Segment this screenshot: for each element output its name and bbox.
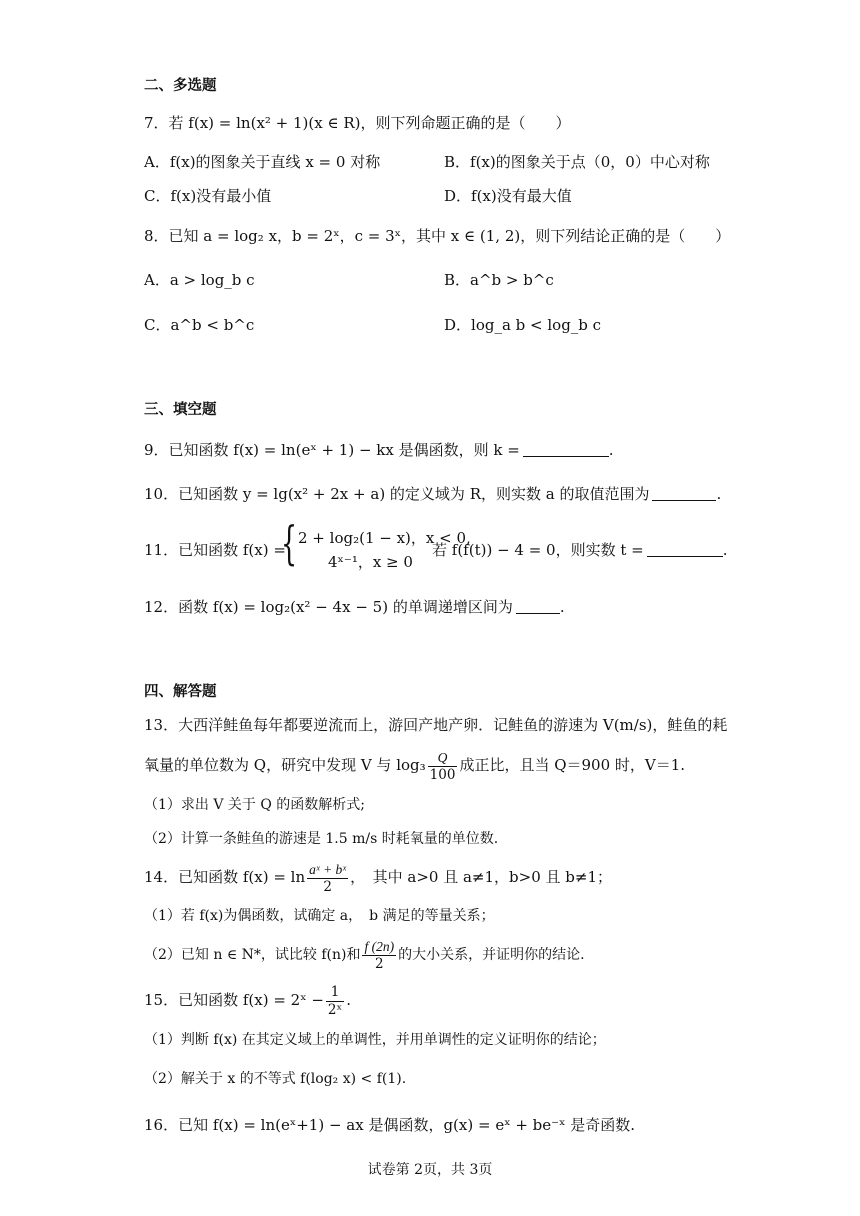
fraction-denominator: 2 [323, 878, 332, 895]
question-15-sub-1: （1）判断 f(x) 在其定义域上的单调性，并用单调性的定义证明你的结论； [144, 1032, 606, 1048]
question-12-text: 12．函数 f(x) = log₂(x² − 4x − 5) 的单调递增区间为 [144, 598, 513, 616]
fraction-denominator: 2 [374, 955, 384, 972]
fraction-numerator: f (2n) [364, 938, 395, 954]
question-7-option-b: B．f(x)的图象关于点（0，0）中心对称 [444, 153, 710, 171]
question-16: 16．已知 f(x) = ln(eˣ+1) − ax 是偶函数，g(x) = eˣ + be⁻ˣ 是奇函数. [144, 1116, 635, 1134]
question-13-line-1: 13．大西洋鲑鱼每年都要逆流而上，游回产地产卵．记鲑鱼的游速为 V(m/s)，鲑鱼的耗 [144, 716, 728, 734]
section-title-fill-blank: 三、填空题 [144, 402, 217, 418]
question-13-line-2-pre: 氧量的单位数为 Q，研究中发现 V 与 log₃ [144, 756, 426, 774]
question-12: 12．函数 f(x) = log₂(x² − 4x − 5) 的单调递增区间为 . [144, 598, 565, 616]
fraction [428, 749, 458, 784]
question-8-stem: 8．已知 a = log₂ x，b = 2ˣ，c = 3ˣ，其中 x ∈ (1, 2)，则下列结论正确的是（ ） [144, 227, 731, 245]
question-14-sub-2-pre: （2）已知 n ∈ N*，试比较 f(n)和 [144, 947, 361, 963]
fraction-numerator: 1 [326, 984, 344, 1002]
question-8-option-c: C．a^b < b^c [144, 316, 255, 334]
question-9: 9．已知函数 f(x) = ln(eˣ + 1) − kx 是偶函数，则 k = . [144, 441, 614, 459]
question-7-option-a: A．f(x)的图象关于直线 x = 0 对称 [144, 153, 381, 171]
fraction [307, 861, 348, 896]
question-8-option-a: A．a > log_b c [144, 271, 255, 289]
question-15-post: . [346, 991, 352, 1009]
question-10-text: 10．已知函数 y = lg(x² + 2x + a) 的定义域为 R，则实数 a 的取值范围为 [144, 485, 650, 503]
fraction-denominator: 100 [429, 766, 456, 783]
fraction-numerator: Q [428, 749, 458, 767]
question-7-option-d: D．f(x)没有最大值 [444, 187, 572, 205]
answer-blank [523, 441, 609, 457]
fraction-denominator: 2ˣ [327, 1001, 343, 1018]
question-15-sub-2: （2）解关于 x 的不等式 f(log₂ x) < f(1). [144, 1071, 407, 1087]
question-14-stem [144, 857, 612, 897]
question-14-sub-2 [144, 935, 585, 975]
question-8-option-b: B．a^b > b^c [444, 271, 554, 289]
question-13-line-2-post: 成正比，且当 Q＝900 时，V＝1. [459, 756, 686, 774]
question-11-case-2: 4ˣ⁻¹，x ≥ 0 [328, 553, 413, 571]
question-7-option-c: C．f(x)没有最小值 [144, 187, 272, 205]
question-7-stem: 7．若 f(x) = ln(x² + 1)(x ∈ R)，则下列命题正确的是（ ） [144, 114, 571, 132]
answer-blank [516, 598, 560, 614]
question-13-sub-1: （1）求出 V 关于 Q 的函数解析式; [144, 797, 366, 813]
question-15-stem [144, 980, 351, 1020]
question-14-sub-1: （1）若 f(x)为偶函数，试确定 a， b 满足的等量关系； [144, 908, 495, 924]
answer-blank [652, 485, 716, 501]
question-13-line-2 [144, 745, 685, 785]
answer-blank [647, 541, 723, 557]
page-footer: 试卷第 2页，共 3页 [367, 1162, 493, 1178]
fraction [326, 984, 344, 1019]
question-10: 10．已知函数 y = lg(x² + 2x + a) 的定义域为 R，则实数 a 的取值范围为 . [144, 485, 722, 503]
fraction-numerator: aˣ + bˣ [309, 861, 347, 877]
section-title-answer: 四、解答题 [144, 684, 217, 700]
question-11-suffix-line: 若 f(f(t)) − 4 = 0，则实数 t = . [432, 541, 728, 559]
question-11-suffix: 若 f(f(t)) − 4 = 0，则实数 t = [432, 541, 644, 559]
section-title-multi-choice: 二、多选题 [144, 78, 217, 94]
question-15-pre: 15．已知函数 f(x) = 2ˣ − [144, 991, 324, 1009]
question-11-prefix: 11．已知函数 f(x) = [144, 541, 286, 559]
piecewise-brace: { [281, 516, 298, 570]
question-14-post: ， 其中 a>0 且 a≠1，b>0 且 b≠1； [350, 868, 613, 886]
fraction [362, 938, 396, 973]
question-13-sub-2: （2）计算一条鲑鱼的游速是 1.5 m/s 时耗氧量的单位数. [144, 831, 499, 847]
question-14-sub-2-post: 的大小关系，并证明你的结论. [398, 947, 585, 963]
question-9-text: 9．已知函数 f(x) = ln(eˣ + 1) − kx 是偶函数，则 k = [144, 441, 520, 459]
question-14-pre: 14．已知函数 f(x) = ln [144, 868, 306, 886]
question-8-option-d: D．log_a b < log_b c [444, 316, 602, 334]
question-11-case-1: 2 + log₂(1 − x)，x < 0, [298, 529, 471, 547]
